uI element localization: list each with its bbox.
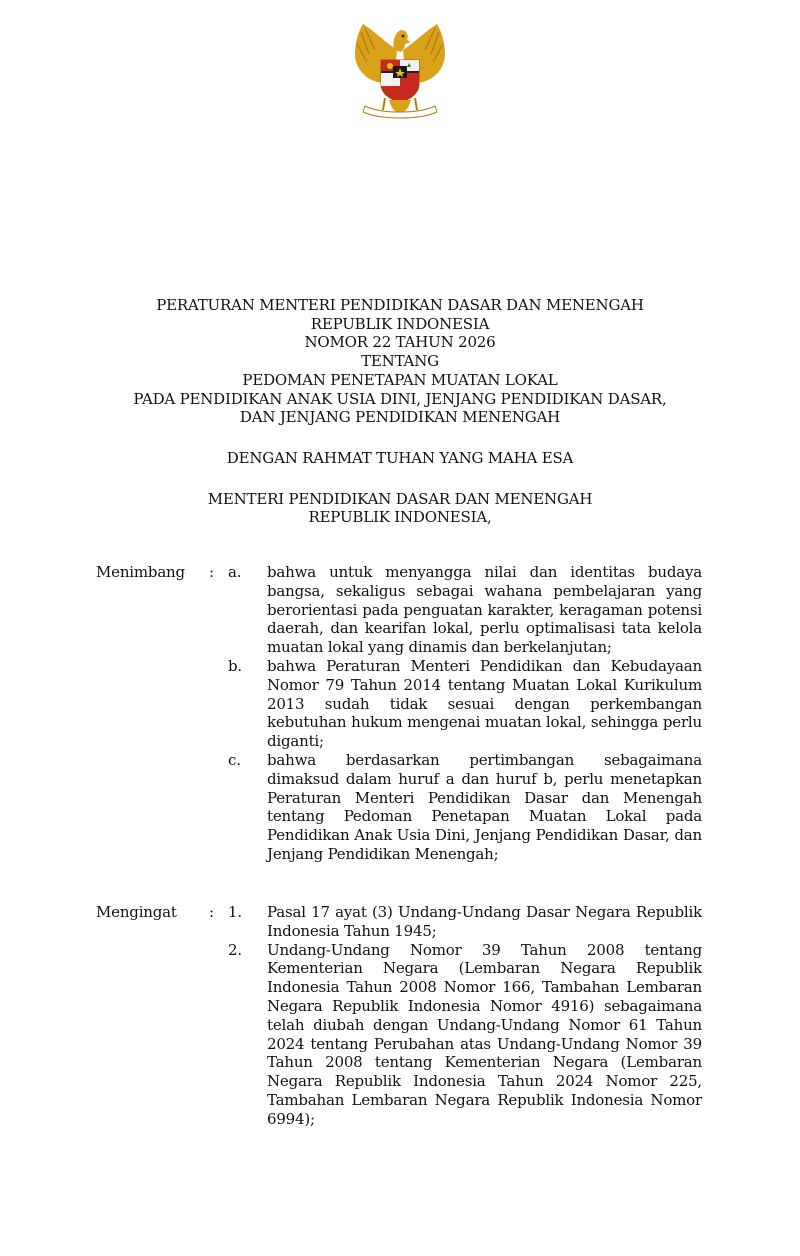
list-item: [96, 563, 702, 657]
list-item: [96, 903, 702, 941]
section-colon: :: [209, 903, 214, 921]
title-line: TENTANG: [361, 352, 439, 371]
section-colon: :: [209, 563, 214, 581]
garuda-pancasila-emblem: [345, 20, 455, 120]
item-marker: 1.: [228, 903, 242, 921]
title-line: PERATURAN MENTERI PENDIDIKAN DASAR DAN MENENGAH: [156, 296, 644, 314]
mengingat-section: [96, 903, 702, 1129]
title-line: DAN JENJANG PENDIDIKAN MENENGAH: [239, 408, 561, 427]
item-text: Undang-Undang Nomor 39 Tahun 2008 tentang Kementerian Negara (Lembaran Negara Republik Indonesia Tahun 2008 Nomor 166, Tambahan Lembaran Negara Republik Indonesia Nomor 4916) sebagaimana telah diubah dengan Undang-Undang Nomor 61 Tahun 2024 tentang Perubahan atas Undang-Undang Nomor 39 Tahun 2008 tentang Kementerian Negara (Lembaran Negara Republik Indonesia Tahun 2024 Nomor 225, Tambahan Lembaran Negara Republik Indonesia Nomor 6994);: [267, 940, 702, 1128]
item-text: Pasal 17 ayat (3) Undang-Undang Dasar Negara Republik Indonesia Tahun 1945;: [267, 903, 702, 940]
minister-line: REPUBLIK INDONESIA,: [308, 508, 492, 527]
title-line: PADA PENDIDIKAN ANAK USIA DINI, JENJANG PENDIDIKAN DASAR,: [133, 389, 667, 408]
item-marker: 2.: [228, 940, 242, 959]
list-item: [96, 657, 702, 751]
item-marker: c.: [228, 750, 241, 769]
section-label: Menimbang: [96, 563, 185, 581]
list-item: [96, 751, 702, 864]
item-text: bahwa berdasarkan pertimbangan sebagaimana dimaksud dalam huruf a dan huruf b, perlu menetapkan Peraturan Menteri Pendidikan Dasar dan Menengah tentang Pedoman Penetapan Muatan Lokal pada Pendidikan Anak Usia Dini, Jenjang Pendidikan Dasar, dan Jenjang Pendidikan Menengah;: [267, 750, 702, 863]
item-marker: a.: [228, 563, 242, 581]
blessing-line: DENGAN RAHMAT TUHAN YANG MAHA ESA: [226, 448, 574, 467]
item-text: bahwa untuk menyangga nilai dan identitas budaya bangsa, sekaligus sebagai wahana pembelajaran yang berorientasi pada penguatan karakter, keragaman potensi daerah, dan kearifan lokal, perlu optimalisasi tata kelola muatan lokal yang dinamis dan berkelanjutan;: [267, 563, 702, 657]
item-text: bahwa Peraturan Menteri Pendidikan dan Kebudayaan Nomor 79 Tahun 2014 tentang Muatan Lokal Kurikulum 2013 sudah tidak sesuai dengan perkembangan kebutuhan hukum mengenai muatan lokal, sehingga perlu diganti;: [267, 656, 702, 751]
title-line: PEDOMAN PENETAPAN MUATAN LOKAL: [242, 370, 558, 389]
menimbang-section: [96, 563, 702, 864]
title-line: REPUBLIK INDONESIA: [310, 314, 490, 333]
minister-line: MENTERI PENDIDIKAN DASAR DAN MENENGAH: [207, 489, 593, 508]
title-line: NOMOR 22 TAHUN 2026: [304, 333, 496, 352]
item-marker: b.: [228, 656, 242, 675]
section-label: Mengingat: [96, 903, 177, 921]
list-item: [96, 941, 702, 1129]
document-title-block: [0, 296, 800, 527]
